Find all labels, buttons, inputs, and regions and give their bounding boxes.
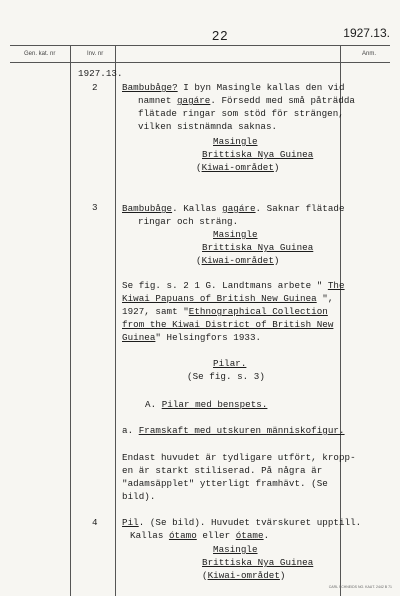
column-divider-1 — [70, 45, 71, 596]
entry-2-line-1: Bambubåge? I byn Masingle kallas den vid — [122, 82, 345, 93]
entry-2-area: (Kiwai-området) — [196, 162, 280, 173]
entry-2-number: 2 — [92, 82, 98, 93]
reference-line-1: Se fig. s. 2 1 G. Landtmans arbete " The — [122, 280, 345, 291]
entry-4-area: (Kiwai-området) — [202, 570, 286, 581]
page-date: 1927.13. — [343, 26, 390, 40]
entry-3-line-1: Bambubåge. Kallas gagáre. Saknar flätade — [122, 203, 345, 214]
description-line-2: en är starkt stiliserad. På några är — [122, 465, 323, 476]
reference-line-5: Guinea" Helsingfors 1933. — [122, 332, 262, 343]
entry-2-line-3: flätade ringar som stöd för strängen, — [138, 108, 344, 119]
header-bottom-rule — [10, 62, 390, 63]
entry-4-region: Brittiska Nya Guinea — [202, 557, 314, 568]
entry-4-line-2: Kallas ótamo eller ótame. — [130, 530, 270, 541]
reference-line-3: 1927, samt "Ethnographical Collection — [122, 306, 328, 317]
entry-3-region: Brittiska Nya Guinea — [202, 242, 314, 253]
entry-2-region: Brittiska Nya Guinea — [202, 149, 314, 160]
page-number: 22 — [212, 28, 229, 43]
entry-2-line-2: namnet gagáre. Försedd med små påträdda — [138, 95, 355, 106]
column-divider-3 — [340, 45, 341, 596]
subsection-heading-a: a. Framskaft med utskuren människofigur. — [122, 425, 345, 436]
column-header-inv-nr: Inv. nr — [87, 51, 104, 57]
entry-4-locality: Masingle — [213, 544, 258, 555]
printer-imprint: CARL SCHNEIDS NO. KAUT. 2442 B 71 — [328, 585, 392, 589]
entry-4-line-1: Pil. (Se bild). Huvudet tvärskuret upptill. — [122, 517, 362, 528]
reference-line-4: from the Kiwai District of British New — [122, 319, 334, 330]
description-line-4: bild). — [122, 491, 156, 502]
entry-3-line-2: ringar och sträng. — [138, 216, 239, 227]
entry-2-locality: Masingle — [213, 136, 258, 147]
section-title-pilar: Pilar. — [213, 358, 247, 369]
column-header-gen-kat: Gen. kat. nr — [24, 51, 56, 57]
column-header-anm: Anm. — [362, 51, 377, 57]
section-subtitle-pilar: (Se fig. s. 3) — [187, 371, 265, 382]
header-top-rule — [10, 45, 390, 46]
entry-3-locality: Masingle — [213, 229, 258, 240]
entry-year: 1927.13. — [78, 68, 123, 79]
entry-3-number: 3 — [92, 202, 98, 213]
column-divider-2 — [115, 45, 116, 596]
entry-4-number: 4 — [92, 517, 98, 528]
description-line-3: "adamsäpplet" ytterligt framhävt. (Se — [122, 478, 328, 489]
entry-3-area: (Kiwai-området) — [196, 255, 280, 266]
section-heading-a: A. Pilar med benspets. — [145, 399, 268, 410]
entry-2-line-4: vilken sistnämnda saknas. — [138, 121, 278, 132]
reference-line-2: Kiwai Papuans of British New Guinea ", — [122, 293, 334, 304]
description-line-1: Endast huvudet är tydligare utfört, kropp- — [122, 452, 356, 463]
